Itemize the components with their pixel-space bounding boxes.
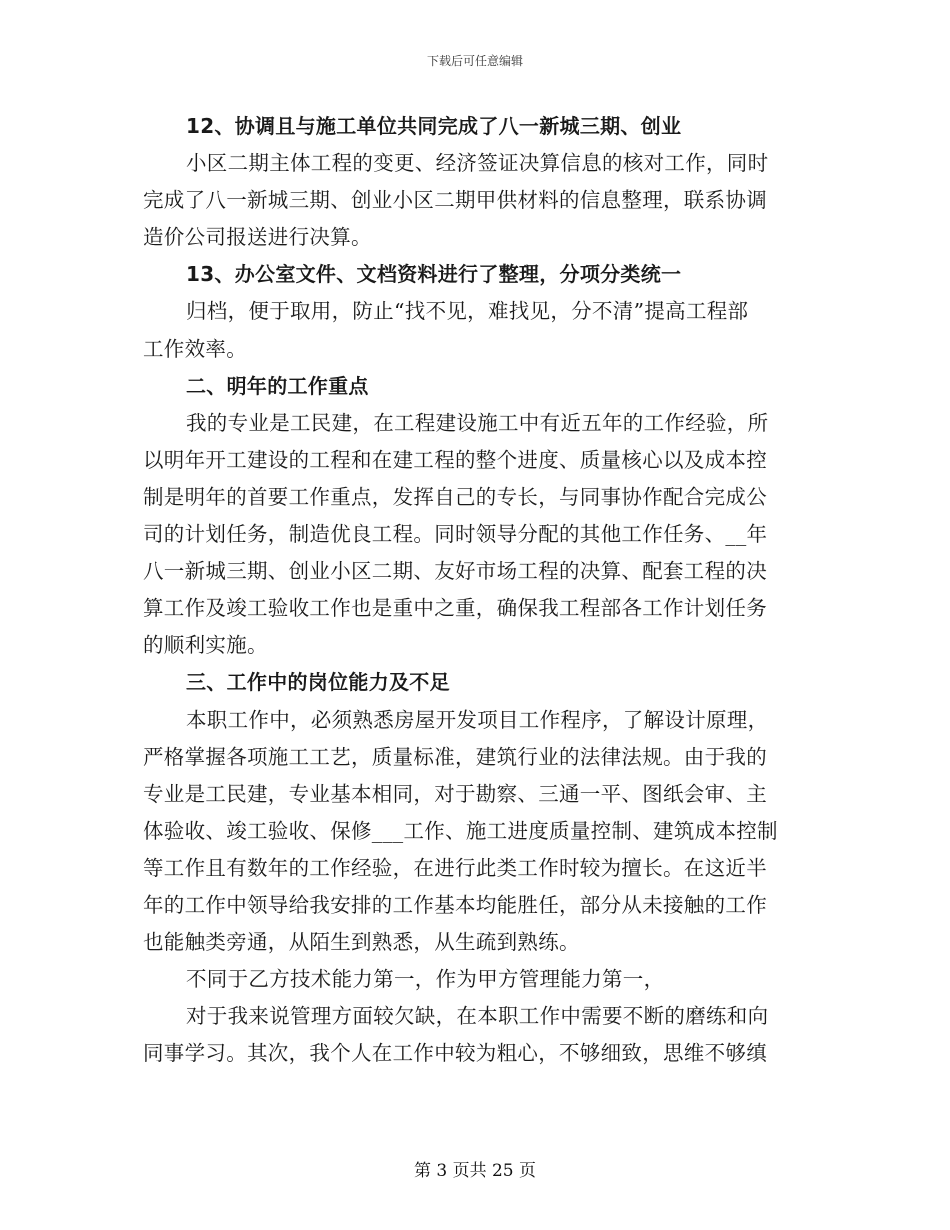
page-footer: 第 3 页共 25 页 bbox=[413, 1161, 537, 1181]
text-line: 本职工作中，必须熟悉房屋开发项目工作程序，了解设计原理， bbox=[186, 707, 769, 732]
text-line: 不同于乙方技术能力第一，作为甲方管理能力第一， bbox=[186, 967, 665, 992]
text-line: 制是明年的首要工作重点，发挥自己的专长，与同事协作配合完成公 bbox=[143, 484, 767, 509]
section-heading: 13、办公室文件、文档资料进行了整理，分项分类统一 bbox=[186, 262, 682, 287]
text-line: 我的专业是工民建，在工程建设施工中有近五年的工作经验，所 bbox=[186, 410, 769, 435]
text-line: 对于我来说管理方面较欠缺，在本职工作中需要不断的磨练和向 bbox=[186, 1004, 769, 1029]
text-line: 体验收、竣工验收、保修___工作、施工进度质量控制、建筑成本控制 bbox=[143, 818, 778, 843]
text-line: 工作效率。 bbox=[143, 336, 247, 361]
text-line: 严格掌握各项施工工艺，质量标准，建筑行业的法律法规。由于我的 bbox=[143, 744, 767, 769]
text-line: 以明年开工建设的工程和在建工程的整个进度、质量核心以及成本控 bbox=[143, 447, 767, 472]
text-line: 完成了八一新城三期、创业小区二期甲供材料的信息整理，联系协调 bbox=[143, 188, 767, 213]
section-heading: 二、明年的工作重点 bbox=[186, 373, 369, 398]
text-line: 八一新城三期、创业小区二期、友好市场工程的决算、配套工程的决 bbox=[143, 559, 767, 584]
text-line: 等工作且有数年的工作经验，在进行此类工作时较为擅长。在这近半 bbox=[143, 855, 767, 880]
page-header-note: 下载后可任意编辑 bbox=[426, 54, 523, 68]
text-line: 专业是工民建，专业基本相同，对于勘察、三通一平、图纸会审、主 bbox=[143, 781, 767, 806]
text-line: 算工作及竣工验收工作也是重中之重，确保我工程部各工作计划任务 bbox=[143, 596, 767, 621]
text-line: 归档，便于取用，防止“找不见，难找见，分不清”提高工程部 bbox=[186, 299, 749, 324]
section-heading: 三、工作中的岗位能力及不足 bbox=[186, 670, 450, 695]
text-line: 的顺利实施。 bbox=[143, 633, 268, 658]
document-body bbox=[143, 108, 805, 1072]
text-line: 小区二期主体工程的变更、经济签证决算信息的核对工作，同时 bbox=[186, 151, 769, 176]
text-line: 年的工作中领导给我安排的工作基本均能胜任，部分从未接触的工作 bbox=[143, 892, 767, 917]
text-line: 司的计划任务，制造优良工程。同时领导分配的其他工作任务、__年 bbox=[143, 522, 768, 547]
text-line: 同事学习。其次，我个人在工作中较为粗心，不够细致，思维不够缜 bbox=[143, 1041, 767, 1066]
text-line: 也能触类旁通，从陌生到熟悉，从生疏到熟练。 bbox=[143, 930, 580, 955]
text-line: 造价公司报送进行决算。 bbox=[143, 225, 372, 250]
section-heading: 12、协调且与施工单位共同完成了八一新城三期、创业 bbox=[186, 114, 682, 138]
